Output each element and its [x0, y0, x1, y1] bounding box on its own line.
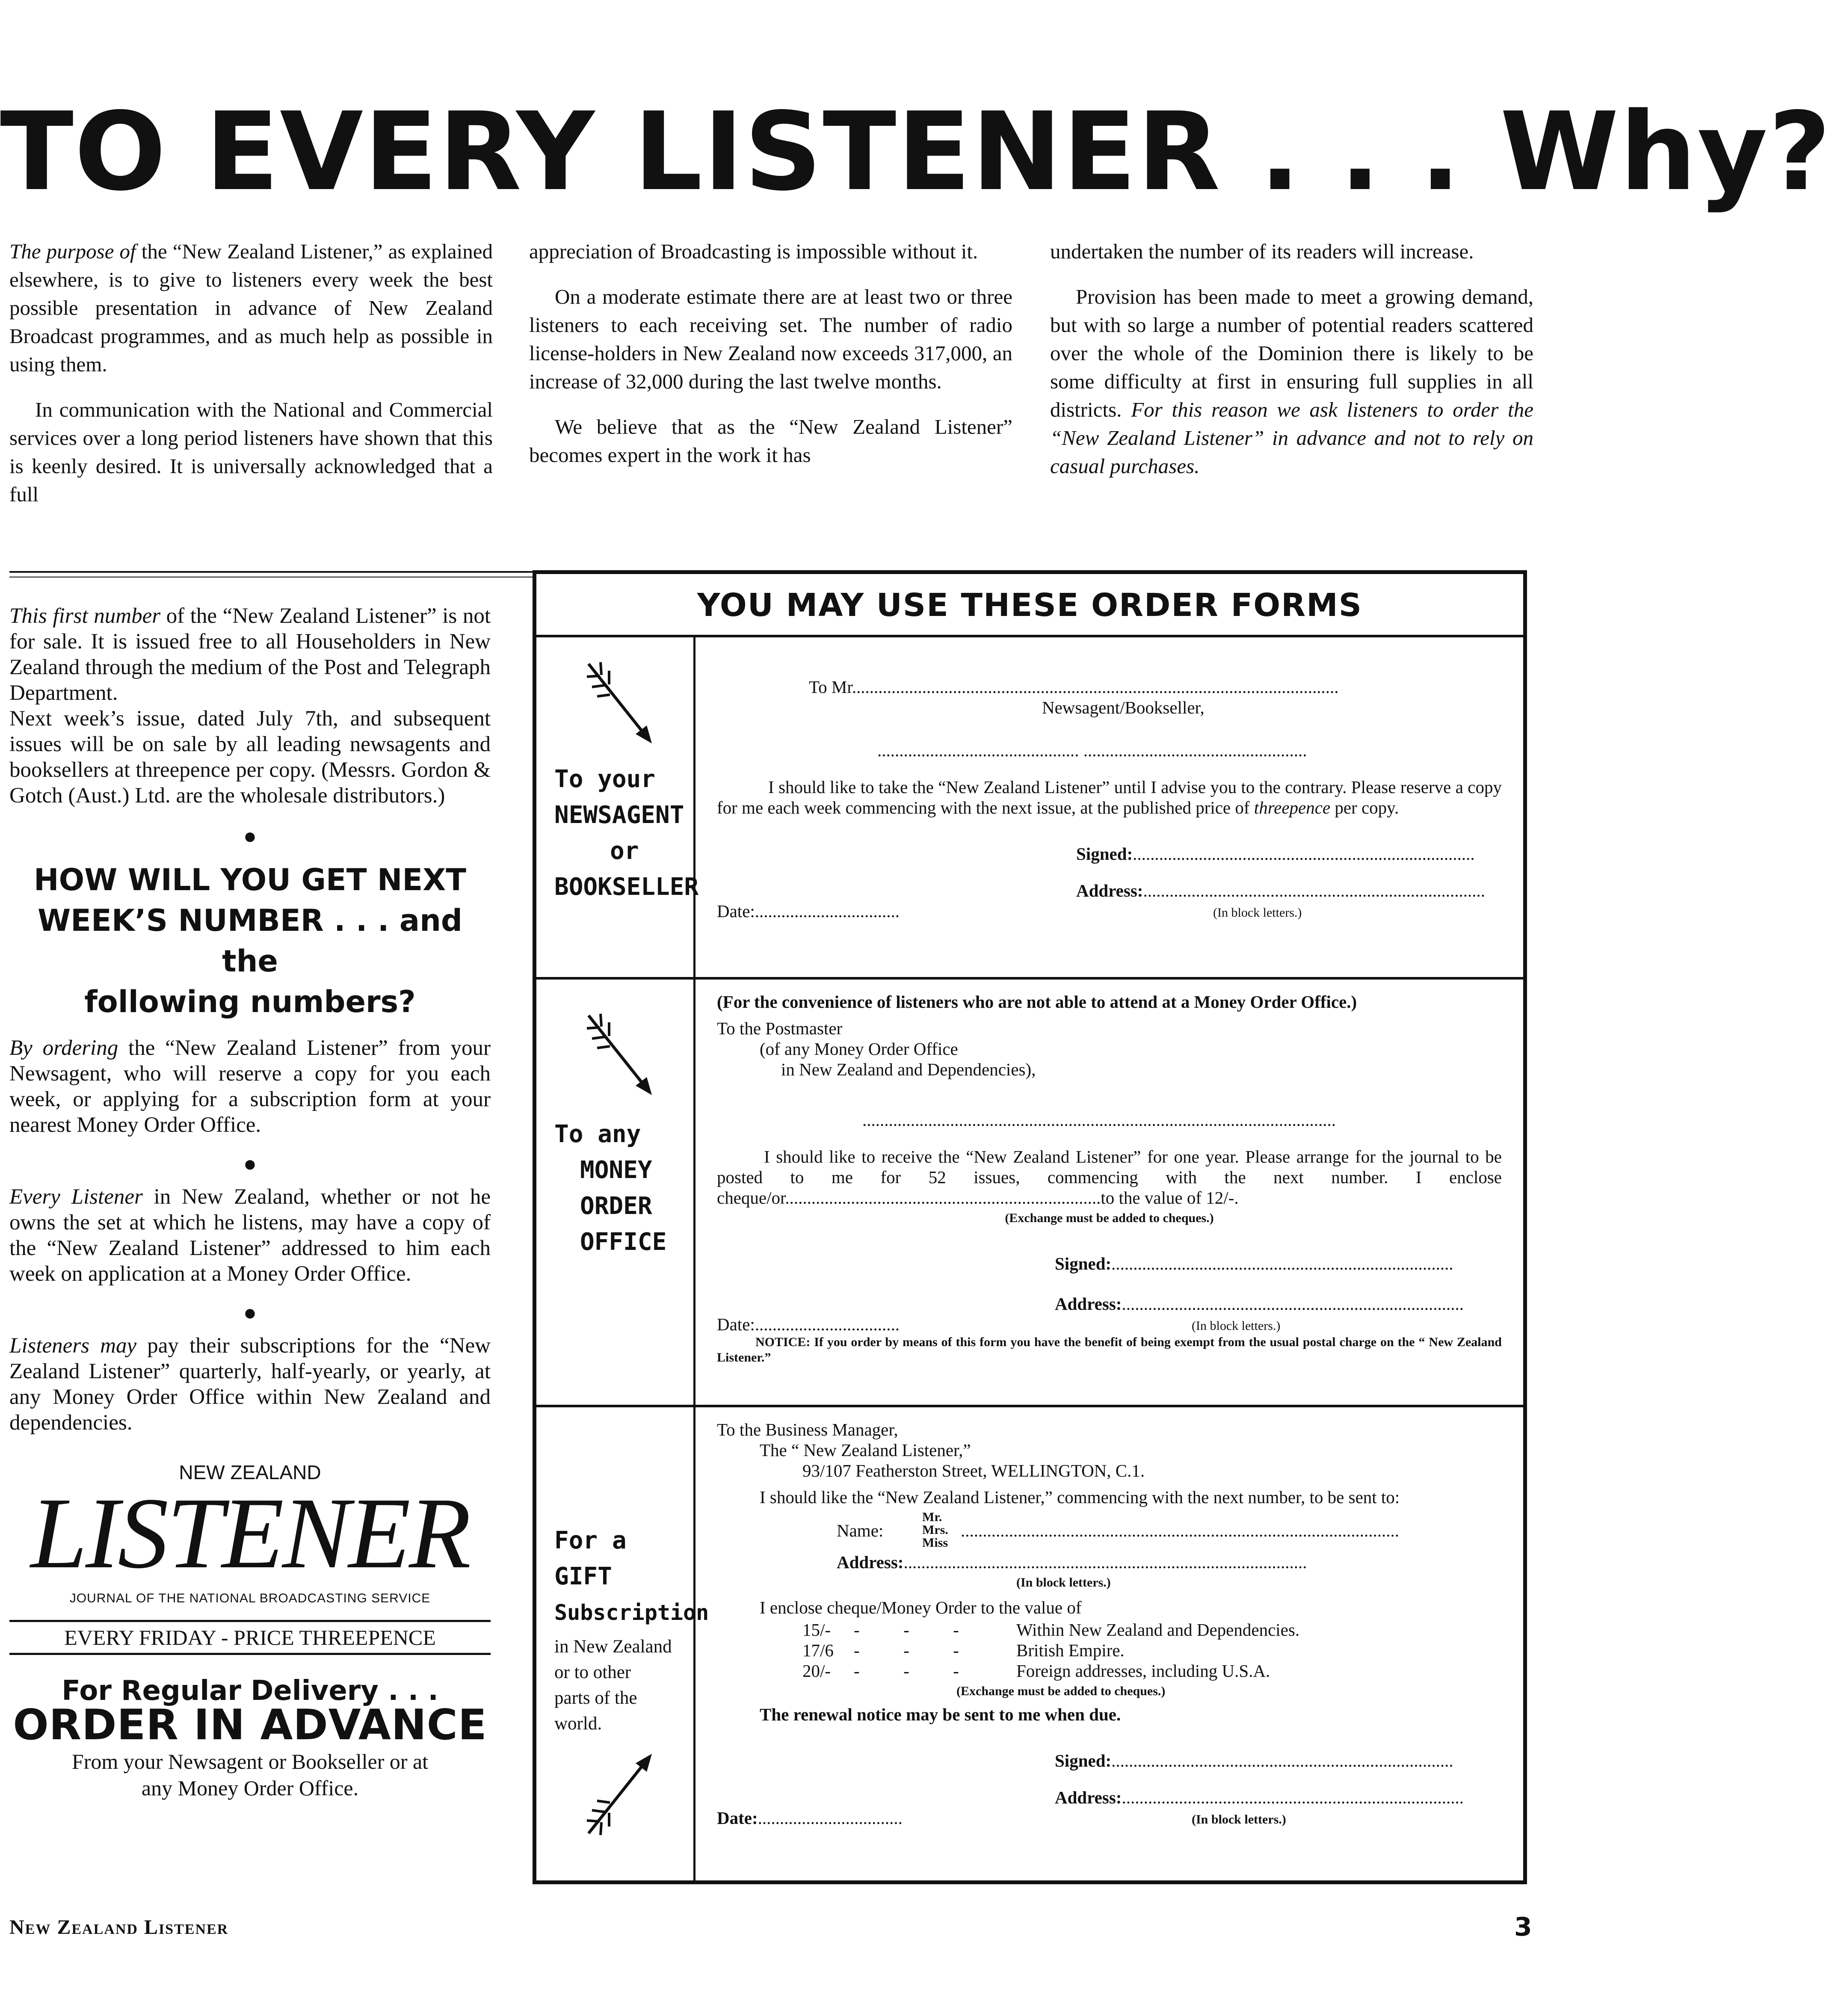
label-line: GIFT	[554, 1563, 612, 1590]
intro-column-3	[1050, 237, 1533, 497]
intro-paragraph: appreciation of Broadcasting is impossible without it.	[529, 240, 978, 263]
bullet: ●	[243, 1152, 257, 1176]
bullet: ●	[243, 824, 257, 849]
gift-body: I should like the “New Zealand Listener,” commencing with the next number, to be sent to:	[760, 1487, 1400, 1507]
to-mr-label: To Mr.	[809, 677, 857, 697]
renewal-note: The renewal notice may be sent to me when due.	[760, 1705, 1121, 1724]
order-forms-box	[533, 570, 1527, 1884]
newsagent-form-label-panel	[536, 637, 699, 977]
label-line: OFFICE	[580, 1228, 667, 1256]
rate-price: 17/6	[802, 1640, 834, 1660]
order-forms-title: YOU MAY USE THESE ORDER FORMS	[536, 574, 1523, 637]
newsagent-address-line[interactable]: .............................................. ...................................................	[877, 740, 1307, 760]
how-heading-line: WEEK’S NUMBER . . . and the	[37, 903, 463, 979]
intro-paragraph	[1050, 283, 1533, 480]
label-line: MONEY	[580, 1156, 652, 1184]
intro-column-1	[9, 237, 493, 526]
address-label: Address:	[837, 1552, 904, 1572]
how-heading	[9, 860, 491, 1022]
regular-delivery-heading: For Regular Delivery . . .	[62, 1675, 438, 1707]
intro-lead: The purpose of	[9, 240, 136, 263]
first-number-lead: This first number	[9, 604, 161, 628]
date-label: Date:	[717, 901, 755, 921]
rate-row[interactable]: 17/6 - - - British Empire.	[802, 1640, 1125, 1660]
ordering-text: the “New Zealand Listener” from your Newsagent, who will reserve a copy for you each week, or applying for a subscription form at your nearest Money Order Office.	[9, 1036, 491, 1137]
gift-address-signed-field[interactable]: Address:..............................................................................	[1055, 1788, 1464, 1807]
label-line: To your	[554, 765, 656, 793]
money-order-fields	[696, 980, 1523, 1405]
gift-signed-field[interactable]: Signed:..............................................................................	[1055, 1751, 1453, 1770]
footer-publication-name: New Zealand Listener	[9, 1916, 229, 1939]
rate-destination: Within New Zealand and Dependencies.	[1016, 1620, 1300, 1640]
money-order-form	[536, 980, 1523, 1407]
date-label: Date:	[717, 1808, 758, 1828]
from-your-newsagent	[9, 1748, 491, 1801]
label-line: ORDER	[580, 1192, 652, 1220]
newsagent-role: Newsagent/Bookseller,	[1042, 698, 1205, 717]
newsagent-body-end: per copy.	[1330, 798, 1399, 817]
ordering-paragraph	[9, 1035, 491, 1138]
gift-label	[554, 1523, 709, 1631]
address-label: Address:	[1055, 1788, 1122, 1807]
gift-destination-line: in New Zealand	[554, 1637, 672, 1657]
first-number-text: of the “New Zealand Listener” is not for sale. It is issued free to all Householders in New Zealand through the medium of the Post and Telegraph Department.	[9, 604, 491, 705]
label-line: or	[610, 837, 639, 865]
gift-label-panel	[536, 1407, 709, 1880]
money-order-label	[554, 1116, 666, 1260]
postmaster-line: To the Postmaster	[717, 1018, 843, 1038]
gift-subscription-form	[536, 1407, 1523, 1880]
address-label: Address:	[1076, 881, 1143, 900]
label-line: NEWSAGENT	[554, 801, 684, 829]
exchange-note: (Exchange must be added to cheques.)	[956, 1684, 1166, 1698]
postal-notice: NOTICE: If you order by means of this form you have the benefit of being exempt from the usual postal charge on the “ New Zealand Listener.”	[717, 1335, 1502, 1365]
business-manager-line: 93/107 Featherston Street, WELLINGTON, C.1.	[802, 1461, 1145, 1480]
to-mr-field[interactable]: To Mr...............................................................................................................	[809, 677, 1339, 697]
page-number: 3	[1514, 1912, 1532, 1942]
date-label: Date:	[717, 1314, 755, 1334]
every-listener-text: in New Zealand, whether or not he owns the set at which he listens, may have a copy of the “New Zealand Listener” addressed to him each week on application at a Money Order Office.	[9, 1185, 491, 1286]
newsagent-body-text: I should like to take the “New Zealand Listener” until I advise you to the contrary. Please reserve a copy for me each week commencing with the next issue, at the published price of	[717, 777, 1502, 817]
block-letters-note: (In block letters.)	[1192, 1812, 1286, 1827]
money-order-signed-field[interactable]: Signed:..............................................................................	[1055, 1254, 1453, 1273]
name-field[interactable]: Mr. Mrs. Miss Name: ....................................................................................................	[837, 1510, 1399, 1550]
newsagent-label	[554, 761, 698, 905]
label-line: Subscription	[554, 1600, 709, 1625]
money-order-address-field[interactable]: Address:..............................................................................	[1055, 1294, 1464, 1314]
gift-destination-line: or to other	[554, 1662, 631, 1682]
intro-italic-text: For this reason we ask listeners to order the “New Zealand Listener” in advance and not to rely on casual purchases.	[1050, 398, 1534, 478]
how-heading-line: HOW WILL YOU GET NEXT	[34, 862, 466, 897]
newsagent-body-italic: threepence	[1254, 798, 1331, 817]
signed-label: Signed:	[1055, 1254, 1112, 1273]
newsagent-body	[717, 777, 1502, 818]
title-option: Mr.	[922, 1510, 942, 1524]
enclose-line: I enclose cheque/Money Order to the value of	[760, 1598, 1082, 1617]
arrow-down-right-icon	[579, 1005, 656, 1099]
masthead-new-zealand: NEW ZEALAND	[179, 1461, 321, 1483]
newsagent-signed-field[interactable]: Signed:..............................................................................	[1076, 844, 1475, 864]
block-letters-note: (In block letters.)	[1192, 1319, 1281, 1333]
gift-address-field[interactable]: Address:............................................................................................	[837, 1552, 1307, 1572]
exchange-note: (Exchange must be added to cheques.)	[1005, 1211, 1214, 1225]
gift-destination-line: world.	[554, 1714, 602, 1734]
left-column	[9, 603, 491, 1801]
every-listener-lead: Every Listener	[9, 1185, 143, 1209]
arrow-up-right-icon	[579, 1750, 656, 1844]
bullet: ●	[243, 1301, 257, 1325]
masthead-logo: LISTENER	[30, 1477, 470, 1590]
postmaster-line: in New Zealand and Dependencies),	[781, 1060, 1036, 1079]
subscriptions-paragraph	[9, 1333, 491, 1436]
sender-line[interactable]: ............................................................................................................	[862, 1110, 1336, 1130]
divider	[9, 571, 533, 573]
how-heading-line: following numbers?	[84, 984, 416, 1019]
intro-text: Provision has been made to meet a growing demand, but with so large a number of potential readers scattered over the whole of the Dominion there is likely to be some difficulty at first in ensuring full supplies in all districts.	[1050, 285, 1533, 421]
every-listener-paragraph	[9, 1184, 491, 1287]
intro-paragraph	[9, 237, 493, 379]
next-issue-paragraph: Next week’s issue, dated July 7th, and subsequent issues will be on sale by all leading newsagents and booksellers at threepence per copy. (Messrs. Gordon & Gotch (Aust.) Ltd. are the wholesale distributors.)	[9, 707, 491, 808]
rate-destination: British Empire.	[1016, 1640, 1125, 1660]
title-options	[922, 1511, 948, 1549]
signed-label: Signed:	[1055, 1751, 1112, 1770]
business-manager-line: The “ New Zealand Listener,”	[760, 1440, 971, 1460]
subscriptions-text: pay their subscriptions for the “New Zealand Listener” quarterly, half-yearly, or yearly, at any Money Order Office within New Zealand and dependencies.	[9, 1334, 491, 1435]
title-option: Mrs.	[922, 1523, 948, 1537]
title-option: Miss	[922, 1536, 948, 1550]
block-letters-note: (In block letters.)	[1213, 906, 1302, 920]
rate-list	[717, 1619, 1502, 1681]
block-letters-note: (In block letters.)	[1016, 1575, 1111, 1590]
masthead-price: EVERY FRIDAY - PRICE THREEPENCE	[9, 1620, 491, 1655]
newsagent-form-fields	[696, 637, 1523, 977]
label-line: For a	[554, 1527, 627, 1554]
headline: TO EVERY LISTENER . . . Why?	[0, 89, 1832, 215]
money-order-label-panel	[536, 980, 696, 1405]
rate-destination: Foreign addresses, including U.S.A.	[1016, 1661, 1270, 1681]
rate-row[interactable]: 20/- - - - Foreign addresses, including U.S.A.	[802, 1661, 1270, 1681]
gift-form-fields	[696, 1407, 1523, 1880]
money-order-body-text: I should like to receive the “New Zealand Listener” for one year. Please arrange for the journal to be posted to me for 52 issues, commencing with the next number. I enclose cheque/or	[717, 1147, 1502, 1208]
signed-label: Signed:	[1076, 844, 1133, 864]
newsagent-form	[536, 637, 1523, 980]
gift-destinations	[554, 1634, 672, 1737]
arrow-down-right-icon	[579, 654, 656, 748]
rate-row[interactable]: 15/- - - - Within New Zealand and Dependencies.	[802, 1620, 1300, 1640]
from-line: From your Newsagent or Bookseller or at	[71, 1750, 429, 1773]
rate-price: 15/-	[802, 1620, 831, 1640]
gift-date-field[interactable]: Date:................................. (In block letters.)	[717, 1808, 1502, 1828]
masthead-journal: JOURNAL OF THE NATIONAL BROADCASTING SERVICE	[69, 1591, 431, 1605]
newsagent-date-field[interactable]: Date:................................. (In block letters.)	[717, 901, 1502, 921]
ordering-lead: By ordering	[9, 1036, 118, 1060]
newsagent-address-field[interactable]: Address:..............................................................................	[1076, 881, 1485, 900]
intro-paragraph: In communication with the National and Commercial services over a long period listeners have shown that this is keenly desired. It is universally acknowledged that a full	[9, 398, 493, 506]
intro-paragraph: We believe that as the “New Zealand Listener” becomes expert in the work it has	[529, 415, 1012, 467]
money-order-body-end: to the value of 12/-.	[1101, 1188, 1239, 1208]
name-label: Name:	[837, 1521, 884, 1540]
business-manager-line: To the Business Manager,	[717, 1420, 898, 1439]
gift-destination-line: parts of the	[554, 1688, 637, 1708]
order-in-advance-heading: ORDER IN ADVANCE	[13, 1701, 487, 1750]
label-line: BOOKSELLER	[554, 873, 699, 901]
subscriptions-lead: Listeners may	[9, 1334, 137, 1358]
convenience-note: (For the convenience of listeners who are not able to attend at a Money Order Office.)	[717, 992, 1357, 1012]
rate-price: 20/-	[802, 1661, 831, 1681]
intro-text: the “New Zealand Listener,” as explained elsewhere, is to give to listeners every week the best possible presentation in advance of New Zealand Broadcast programmes, and as much help as possible in using them.	[9, 240, 493, 376]
first-number-paragraph	[9, 603, 491, 706]
intro-paragraph: undertaken the number of its readers will increase.	[1050, 240, 1474, 263]
money-order-date-field[interactable]: Date:................................. (In block letters.)	[717, 1314, 1502, 1335]
address-label: Address:	[1055, 1294, 1122, 1314]
postmaster-line: (of any Money Order Office	[760, 1039, 958, 1059]
from-line: any Money Order Office.	[141, 1776, 359, 1800]
label-line: To any	[554, 1120, 641, 1148]
intro-paragraph: On a moderate estimate there are at least two or three listeners to each receiving set. The number of radio license-holders in New Zealand now exceeds 317,000, an increase of 32,000 during the last twelve months.	[529, 285, 1012, 393]
money-order-body: I should like to receive the “New Zealand Listener” for one year. Please arrange for the journal to be posted to me for 52 issues, commencing with the next number. I enclose cheque/or........................................................................to the value of 12/-.	[717, 1147, 1502, 1208]
intro-column-2	[529, 237, 1012, 486]
